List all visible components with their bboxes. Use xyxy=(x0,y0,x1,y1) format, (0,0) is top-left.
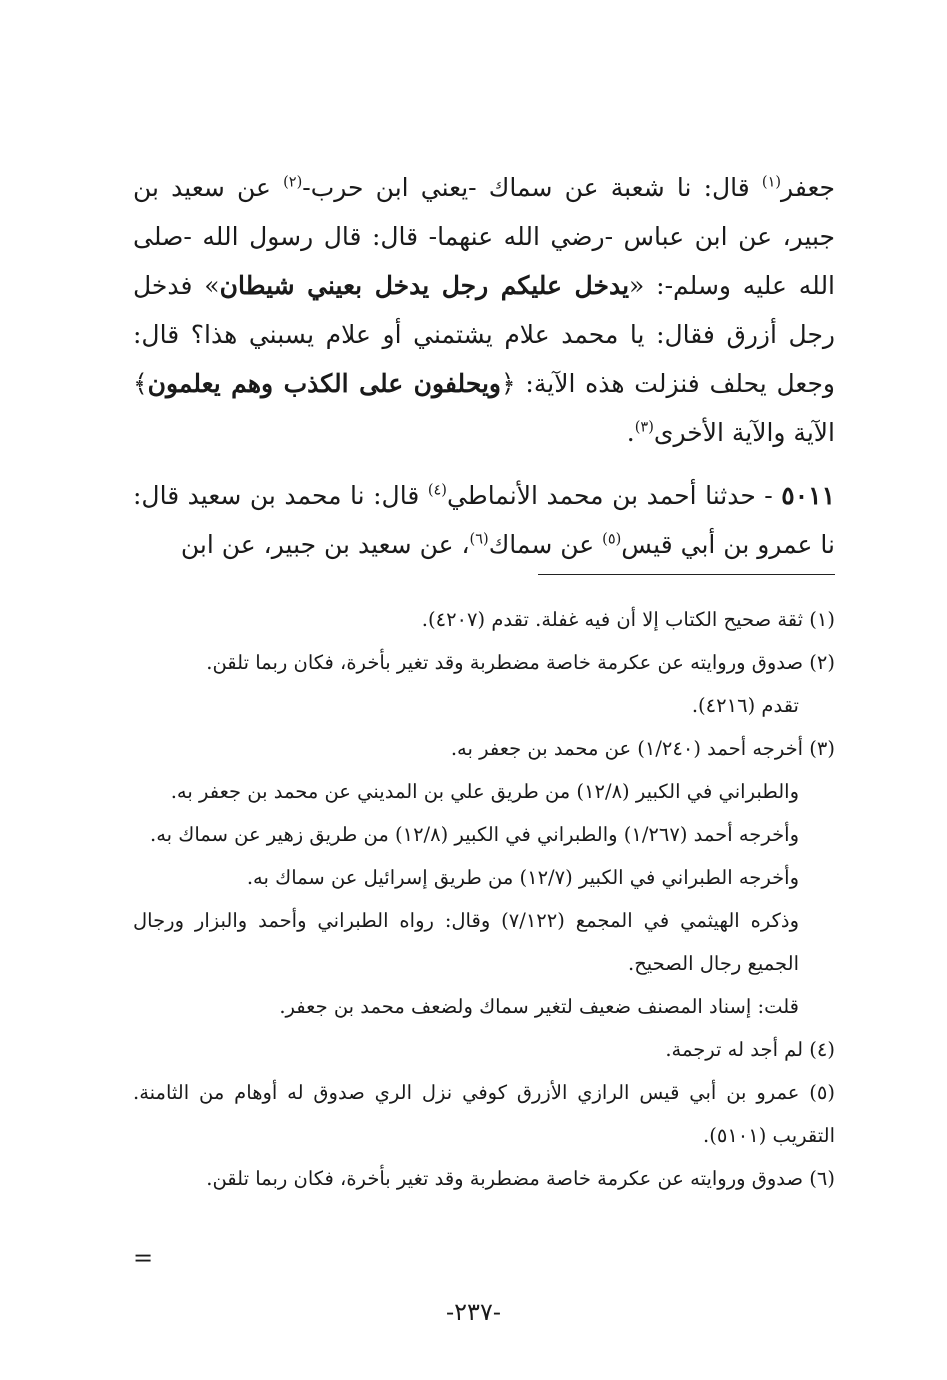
text-segment: ﴾ الآية والآية الأخرى xyxy=(133,369,835,447)
footnote-2: (٢) صدوق وروايته عن عكرمة خاصة مضطربة وقد تغير بأخرة، فكان ربما تلقن. xyxy=(206,651,835,674)
hadith-quote: يدخل عليكم رجل يدخل بعيني شيطان xyxy=(219,271,630,300)
footnote-ref: (٢) xyxy=(283,174,303,191)
hadith-paragraph xyxy=(133,163,835,457)
footnote-3-line: وأخرجه الطبراني في الكبير (١٢/٧) من طريق إسرائيل عن سماك به. xyxy=(246,866,799,889)
footnote-2-continuation: تقدم (٤٢١٦). xyxy=(691,694,799,717)
footnote-6: (٦) صدوق وروايته عن عكرمة خاصة مضطربة وقد تغير بأخرة، فكان ربما تلقن. xyxy=(206,1167,835,1190)
hadith-paragraph-5011 xyxy=(133,471,835,569)
hadith-number: ٥٠١١ xyxy=(781,481,835,510)
quran-verse: ويحلفون على الكذب وهم يعلمون xyxy=(147,369,502,398)
text-segment: » فدخل رجل أزرق فقال: يا محمد علام يشتمني أو علام يسبني هذا؟ قال: وجعل يحلف فنزلت هذه الآية: ﴿ xyxy=(133,271,836,398)
footnotes xyxy=(133,598,835,1200)
footnote-ref: (٦) xyxy=(469,531,489,548)
footnote-4: (٤) لم أجد له ترجمة. xyxy=(665,1038,835,1061)
footnote-3: (٣) أخرجه أحمد (١/٢٤٠) عن محمد بن جعفر به. xyxy=(450,737,835,760)
text-segment: . xyxy=(626,418,635,447)
footnote-ref: (٣) xyxy=(634,419,654,436)
footnote-divider xyxy=(538,574,835,575)
main-text xyxy=(133,163,835,569)
text-segment: قال: نا محمد بن سعيد قال: نا عمرو بن أبي قيس xyxy=(133,481,835,559)
footnote-3-line: وأخرجه أحمد (١/٢٦٧) والطبراني في الكبير (١٢/٨) من طريق زهير عن سماك به. xyxy=(150,823,799,846)
page-number: -٢٣٧- xyxy=(446,1298,501,1326)
text-segment: جعفر xyxy=(781,173,836,202)
footnote-ref: (٤) xyxy=(427,482,447,499)
text-segment: ، عن سعيد بن جبير، عن ابن xyxy=(180,530,470,559)
continuation-mark: = xyxy=(133,1244,154,1272)
footnote-3-line: وذكره الهيثمي في المجمع (٧/١٢٢) وقال: رواه الطبراني وأحمد والبزار ورجال الجميع رجال الصحيح. xyxy=(133,909,799,975)
footnote-3-line: قلت: إسناد المصنف ضعيف لتغير سماك ولضعف محمد بن جعفر. xyxy=(279,995,799,1018)
footnote-5: (٥) عمرو بن أبي قيس الرازي الأزرق كوفي نزل الري صدوق له أوهام من الثامنة. التقريب (٥١٠١). xyxy=(133,1081,835,1147)
text-segment: - حدثنا أحمد بن محمد الأنماطي xyxy=(446,481,782,510)
text-segment: قال: نا شعبة عن سماك -يعني ابن حرب- xyxy=(302,173,762,202)
text-segment: عن سعيد بن جبير، عن ابن عباس -رضي الله عنهما- قال: قال رسول الله -صلى الله عليه وسلم-: « xyxy=(133,173,836,300)
footnote-ref: (١) xyxy=(761,174,782,191)
footnote-ref: (٥) xyxy=(602,531,622,548)
text-segment: عن سماك xyxy=(488,530,603,559)
footnote-3-line: والطبراني في الكبير (١٢/٨) من طريق علي بن المديني عن محمد بن جعفر به. xyxy=(170,780,799,803)
footnote-1: (١) ثقة صحيح الكتاب إلا أن فيه غفلة. تقدم (٤٢٠٧). xyxy=(421,608,835,631)
